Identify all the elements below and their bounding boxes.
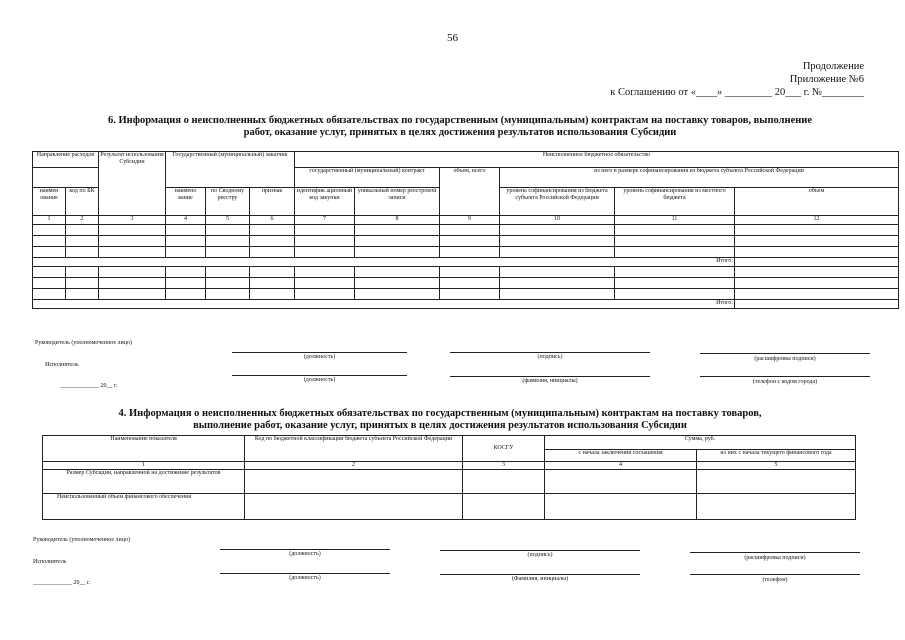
- th-from-start: с начала заключения соглашения: [545, 450, 697, 462]
- position-caption: (должность): [303, 377, 336, 383]
- th-sign: признак: [250, 188, 295, 216]
- colnum: 12: [735, 216, 899, 225]
- th-obligation: Неисполненное бюджетное обязательство: [295, 152, 899, 168]
- th-kosgu: КОСГУ: [463, 436, 545, 462]
- appendix-header: [610, 60, 864, 99]
- position-caption: (должность): [303, 354, 336, 360]
- colnum: 3: [99, 216, 166, 225]
- th-code-bk: код по БК: [66, 188, 99, 216]
- table-row: [33, 236, 899, 247]
- appendix-title: Приложение №6: [789, 74, 864, 85]
- th-level-subject: уровень софинансирования из бюджета субъекта Российской Федерации: [500, 188, 615, 216]
- itogo-label: Итого:: [33, 258, 735, 267]
- th-bk-code: Код по бюджетной классификации бюджета субъекта Российской Федерации: [245, 436, 463, 462]
- continuation-text: Продолжение: [802, 61, 864, 72]
- obligations-table: [32, 151, 899, 309]
- th-direction: Направление расходов: [33, 152, 99, 168]
- page-number: 56: [447, 32, 458, 44]
- th-name: наимен ование: [33, 188, 66, 216]
- th-contract: государственный (муниципальный) контракт: [295, 168, 440, 188]
- row-label: Неиспользованный объем финансового обеспечения: [43, 494, 245, 520]
- table-row: [43, 470, 856, 494]
- th-svodny: по Сводному реестру: [206, 188, 250, 216]
- phone-code-caption: (телефон с кодом города): [752, 379, 818, 385]
- th-total: объем, всего: [440, 168, 500, 216]
- table-row: [33, 278, 899, 289]
- agreement-line: к Соглашению от «____» _________ 20___ г. №________: [610, 87, 864, 98]
- th-volume: объем: [735, 188, 899, 216]
- colnum: 5: [206, 216, 250, 225]
- colnum: 2: [66, 216, 99, 225]
- colnum: 3: [463, 462, 545, 470]
- th-cust-name: наимено вание: [166, 188, 206, 216]
- colnum: 4: [166, 216, 206, 225]
- fio-caption: (фамилия, инициалы): [522, 378, 578, 384]
- head-label: Руководитель (уполномоченное лицо): [35, 340, 132, 346]
- signature-caption: (подпись): [537, 354, 563, 360]
- date-line: _____________ 20__ г.: [33, 580, 91, 586]
- section4-title-line1: 4. Информация о неисполненных бюджетных обязательствах по государственным (муниципальным) контрактам на поставку товаров,: [118, 408, 762, 419]
- colnum: 11: [615, 216, 735, 225]
- colnum: 2: [245, 462, 463, 470]
- th-sum: Сумма, руб.: [545, 436, 856, 450]
- signature-caption: (подпись): [527, 552, 553, 558]
- th-id-code: идентифик ационный код закупки: [295, 188, 355, 216]
- th-from-year: из них с начала текущего финансового года: [697, 450, 856, 462]
- table-row: [43, 494, 856, 520]
- executor-label: Исполнитель: [45, 362, 79, 368]
- section4-title: [40, 408, 840, 432]
- colnum: 1: [33, 216, 66, 225]
- colnum: 8: [355, 216, 440, 225]
- section6-title-line1: 6. Информация о неисполненных бюджетных обязательствах по государственным (муниципальным) контрактам на поставку товаров, выполнение: [107, 115, 813, 126]
- table-row: [33, 267, 899, 278]
- th-level-local: уровень софинансирования из местного бюджета: [615, 188, 735, 216]
- colnum: 6: [250, 216, 295, 225]
- position-caption: (должность): [289, 551, 321, 557]
- table-row: [33, 225, 899, 236]
- colnum: 9: [440, 216, 500, 225]
- colnum: 5: [697, 462, 856, 470]
- subsidy-table: [42, 435, 856, 520]
- decoding-caption: (расшифровка подписи): [754, 356, 816, 362]
- colnum: 10: [500, 216, 615, 225]
- th-incl: из него в размере софинансирования из бюджета субъекта Российской Федерации: [500, 168, 899, 188]
- th-result: Результат использования Субсидии: [99, 152, 166, 216]
- section4-title-line2: выполнение работ, оказание услуг, принятых в целях достижения результатов использования Субсидии: [193, 420, 687, 431]
- itogo-label: Итого:: [33, 300, 735, 309]
- decoding-caption: (расшифровка подписи): [744, 555, 806, 561]
- fio-caption: (Фамилия, инициалы): [511, 576, 569, 582]
- column-numbers-row: [33, 216, 899, 225]
- head-label: Руководитель (уполномоченное лицо): [33, 537, 130, 543]
- th-indicator: Наименование показателя: [43, 436, 245, 462]
- date-line: _____________ 20__ г.: [60, 383, 118, 389]
- section6-title: [40, 115, 880, 139]
- itogo-row: [33, 258, 899, 267]
- colnum: 1: [43, 462, 245, 470]
- table-row: [33, 247, 899, 258]
- colnum: 4: [545, 462, 697, 470]
- phone-caption: (телефон): [762, 577, 788, 583]
- row-label: Размер Субсидии, направленной на достижение результатов: [43, 470, 245, 494]
- section6-title-line2: работ, оказание услуг, принятых в целях достижения результатов использования Субсидии: [243, 127, 677, 138]
- column-numbers-row: [43, 462, 856, 470]
- colnum: 7: [295, 216, 355, 225]
- itogo-row: [33, 300, 899, 309]
- executor-label: Исполнитель: [33, 559, 67, 565]
- th-reg-num: уникальный номер реестровой записи: [355, 188, 440, 216]
- table-row: [33, 289, 899, 300]
- th-customer: Государственный (муниципальный) заказчик: [166, 152, 295, 188]
- position-caption: (должность): [289, 575, 321, 581]
